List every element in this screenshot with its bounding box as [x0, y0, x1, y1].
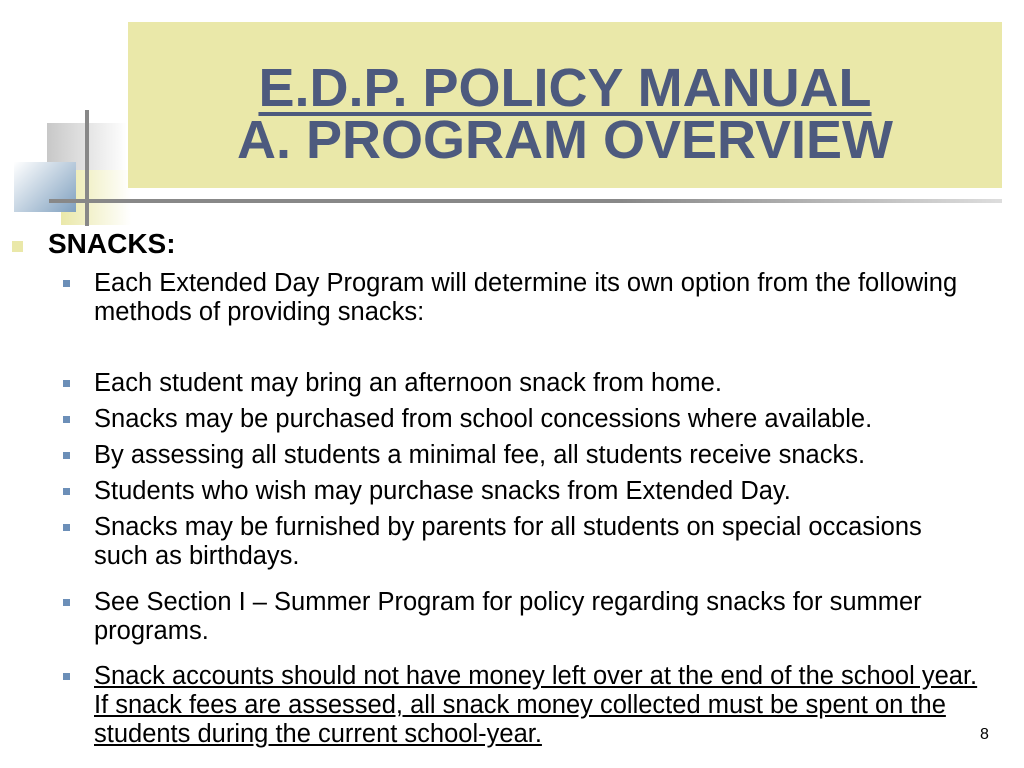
list-item — [94, 369, 994, 398]
title-line-2: A. PROGRAM OVERVIEW — [236, 110, 894, 170]
title-line-1: E.D.P. POLICY MANUAL — [258, 58, 872, 118]
list-item-text: Snacks may be furnished by parents for all students on special occasions such as birthdays. — [94, 513, 922, 570]
list-item — [94, 588, 964, 646]
list-item-text: Snacks may be purchased from school concessions where available. — [94, 405, 873, 433]
list-item-text: By assessing all students a minimal fee, all students receive snacks. — [94, 441, 866, 469]
list-item — [94, 477, 994, 506]
list-item — [94, 513, 944, 571]
bullet-icon — [63, 599, 70, 606]
bullet-icon — [63, 280, 70, 287]
page-number: 8 — [980, 726, 989, 743]
decor-horizontal-line — [49, 199, 1002, 203]
section-heading: SNACKS: — [48, 228, 176, 259]
title-box — [128, 22, 1002, 188]
list-item-text: Students who wish may purchase snacks from Extended Day. — [94, 477, 791, 505]
list-item-text: Each Extended Day Program will determine its own option from the following methods of providing snacks: — [94, 269, 958, 326]
list-item-underlined — [94, 662, 984, 749]
list-item — [94, 269, 994, 327]
list-item — [94, 441, 994, 470]
list-item-text: See Section I – Summer Program for policy regarding snacks for summer programs. — [94, 588, 922, 645]
decor-blue-square — [14, 162, 76, 212]
decor-vertical-line — [85, 110, 89, 226]
bullet-icon — [63, 488, 70, 495]
list-item-text: Each student may bring an afternoon snack from home. — [94, 369, 722, 397]
heading-bullet-icon — [12, 241, 23, 252]
bullet-icon — [63, 452, 70, 459]
bullet-icon — [63, 416, 70, 423]
bullet-icon — [63, 380, 70, 387]
bullet-icon — [63, 673, 70, 680]
list-item-text: Snack accounts should not have money left over at the end of the school year. If snack fees are assessed, all snack money collected must be spent on the students during the current school-year. — [94, 662, 978, 748]
list-item — [94, 405, 994, 434]
bullet-icon — [63, 524, 70, 531]
